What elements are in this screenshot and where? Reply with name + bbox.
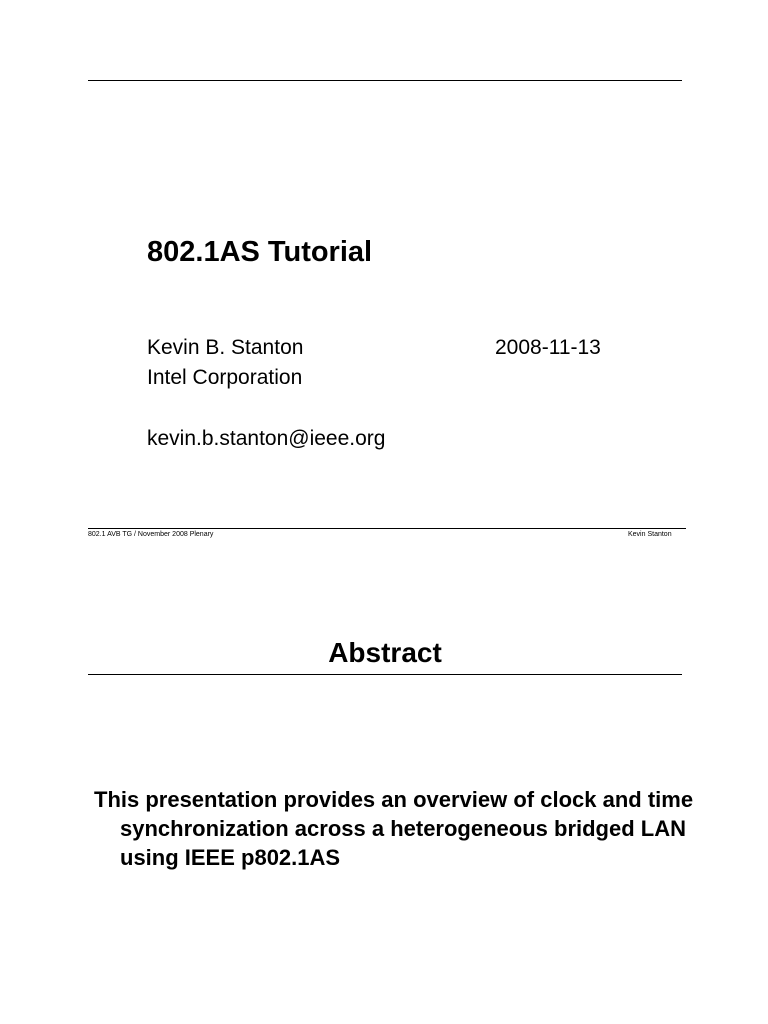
footer-event-label: 802.1 AVB TG / November 2008 Plenary bbox=[88, 531, 214, 538]
footer-author-label: Kevin Stanton bbox=[628, 531, 672, 538]
footer-divider bbox=[88, 528, 686, 529]
author-email: kevin.b.stanton@ieee.org bbox=[147, 427, 386, 450]
presentation-date: 2008-11-13 bbox=[495, 336, 601, 359]
author-organization: Intel Corporation bbox=[147, 366, 303, 389]
author-name: Kevin B. Stanton bbox=[147, 336, 304, 359]
abstract-body: This presentation provides an overview of clock and time synchronization across a heterogeneous bridged LAN using IEEE p802.1AS bbox=[94, 787, 694, 870]
abstract-heading: Abstract bbox=[328, 637, 442, 668]
slide-title: 802.1AS Tutorial bbox=[147, 236, 373, 268]
abstract-heading-divider bbox=[88, 674, 682, 675]
slide1-top-divider bbox=[88, 80, 682, 81]
